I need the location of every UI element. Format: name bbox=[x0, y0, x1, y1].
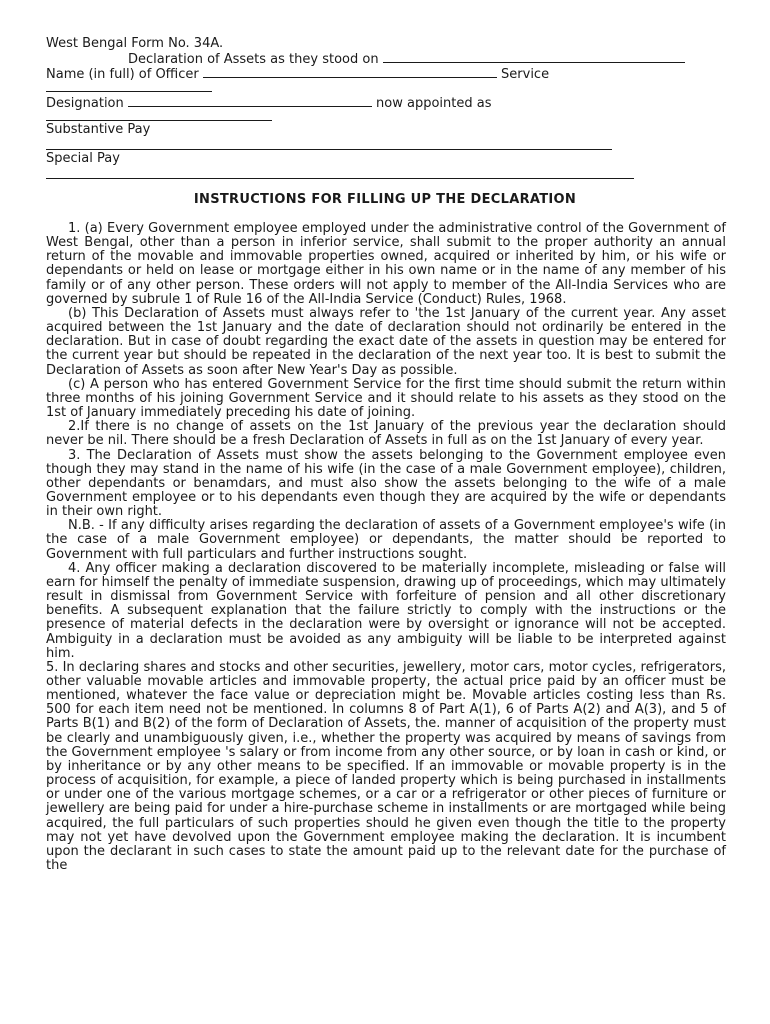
designation-label: Designation bbox=[46, 95, 124, 111]
instruction-paragraph-5: 5. In declaring shares and stocks and other securities, jewellery, motor cars, motor cycles, refrigerators, other valuable movable articles and immovable property, the actual price paid by an officer must be mentioned, whatever the face value or depreciation might be. Movable articles costing less than Rs. 500 for each item need not be mentioned. In columns 8 of Part A(1), 6 of Parts A(2) and A(3), and 5 of Parts B(1) and B(2) of the form of Declaration of Assets, the. manner of acquisition of the property must be clearly and unambiguously given, i.e., whether the property was acquired by means of savings from the Government employee 's salary or from income from any other source, or by loan in cash or kind, or by inheritance or by any other means to be specified. If an immovable or movable property is in the process of acquisition, for example, a piece of landed property which is being purchased in installments or under one of the various mortgage schemes, or a car or a refrigerator or other pieces of furniture or jewellery are being paid for under a hire-purchase scheme in installments or are mortgaged while being acquired, the full particulars of such properties should he given even though the title to the property may not yet have devolved upon the Government employee making the declaration. It is incumbent upon the declarant in such cases to state the amount paid up to the relevant date for the purchase of the bbox=[46, 659, 726, 874]
service-field[interactable] bbox=[46, 80, 212, 92]
declaration-date-label: Declaration of Assets as they stood on bbox=[128, 52, 379, 68]
instructions-heading: INSTRUCTIONS FOR FILLING UP THE DECLARATION bbox=[193, 192, 577, 207]
officer-name-label: Name (in full) of Officer bbox=[46, 66, 199, 82]
appointed-field-line bbox=[46, 109, 736, 123]
form-number-text: West Bengal Form No. 34A. bbox=[46, 36, 224, 51]
instruction-paragraph-3: 3. The Declaration of Assets must show the assets belonging to the Government employee even though they may stand in the name of his wife (in the case of a male Government employee), children, other dependants or benamdars, and must also show the assets belonging to the wife of a male Government employee or to his dependants even though they are acquired by the wife or dependants in their own right. bbox=[46, 447, 726, 520]
instruction-paragraph-1b: (b) This Declaration of Assets must always refer to 'the 1st January of the current year. Any asset acquired between the 1st January and the date of declaration should not ordinarily be entered in the declaration. But in case of doubt regarding the exact date of the assets in question may be entered for the current year but should be repeated in the declaration of the next year too. It is best to submit the Declaration of Assets as soon after New Year's Day as possible. bbox=[46, 305, 726, 378]
instruction-paragraph-1c: (c) A person who has entered Government Service for the first time should submit the return within three months of his joining Government Service and it should relate to his assets as they stood on the 1st of January immediately preceding his date of joining. bbox=[46, 376, 726, 421]
form-number bbox=[46, 37, 736, 51]
appointed-as-label: now appointed as bbox=[376, 95, 492, 111]
designation-field[interactable] bbox=[128, 95, 372, 107]
officer-name-field[interactable] bbox=[203, 66, 497, 78]
instructions-body bbox=[46, 222, 726, 873]
instruction-paragraph-2: 2.If there is no change of assets on the 1st January of the previous year the declaration should never be nil. There should be a fresh Declaration of Assets in full as on the 1st January of every year. bbox=[46, 419, 726, 449]
service-label: Service bbox=[501, 66, 550, 82]
instruction-paragraph-4: 4. Any officer making a declaration discovered to be materially incomplete, misleading or false will earn for himself the penalty of immediate suspension, drawing up of proceedings, which may ultimately result in dismissal from Government Service with forfeiture of pension and all other discretionary benefits. A subsequent explanation that the failure strictly to comply with the instructions or the presence of material defects in the declaration were by oversight or ignorance will not be accepted. Ambiguity in a declaration must be avoided as any ambiguity will be liable to be interpreted against him. bbox=[46, 560, 726, 661]
special-pay-field-line bbox=[46, 167, 736, 181]
declaration-date-field[interactable] bbox=[383, 51, 685, 63]
instruction-note: N.B. - If any difficulty arises regarding the declaration of assets of a Government employee's wife (in the case of a male Government employee) or dependants, the matter should be reported to Government with full particulars and further instructions sought. bbox=[46, 518, 726, 562]
form-header bbox=[46, 37, 736, 181]
substantive-pay-field-line bbox=[46, 138, 736, 152]
service-field-line bbox=[46, 80, 736, 94]
officer-name-line bbox=[46, 66, 736, 80]
appointed-as-field[interactable] bbox=[46, 109, 272, 121]
instruction-paragraph-1a: 1. (a) Every Government employee employed under the administrative control of the Government of West Bengal, other than a person in inferior service, shall submit to the proper authority an annual return of the movable and immovable properties owned, acquired or inherited by him, or his wife or dependants or held on lease or mortgage either in his own name or in the name of any member of his family or of any other person. These orders will not apply to member of the All-India Services who are governed by subrule 1 of Rule 16 of the All-India Service (Conduct) Rules, 1968. bbox=[46, 221, 726, 307]
declaration-date-line bbox=[46, 51, 736, 68]
special-pay-line bbox=[46, 152, 736, 166]
substantive-pay-label: Substantive Pay bbox=[46, 122, 151, 138]
designation-line bbox=[46, 95, 736, 109]
special-pay-field[interactable] bbox=[46, 167, 634, 179]
substantive-pay-line bbox=[46, 123, 736, 137]
substantive-pay-field[interactable] bbox=[46, 138, 612, 150]
special-pay-label: Special Pay bbox=[46, 151, 120, 167]
